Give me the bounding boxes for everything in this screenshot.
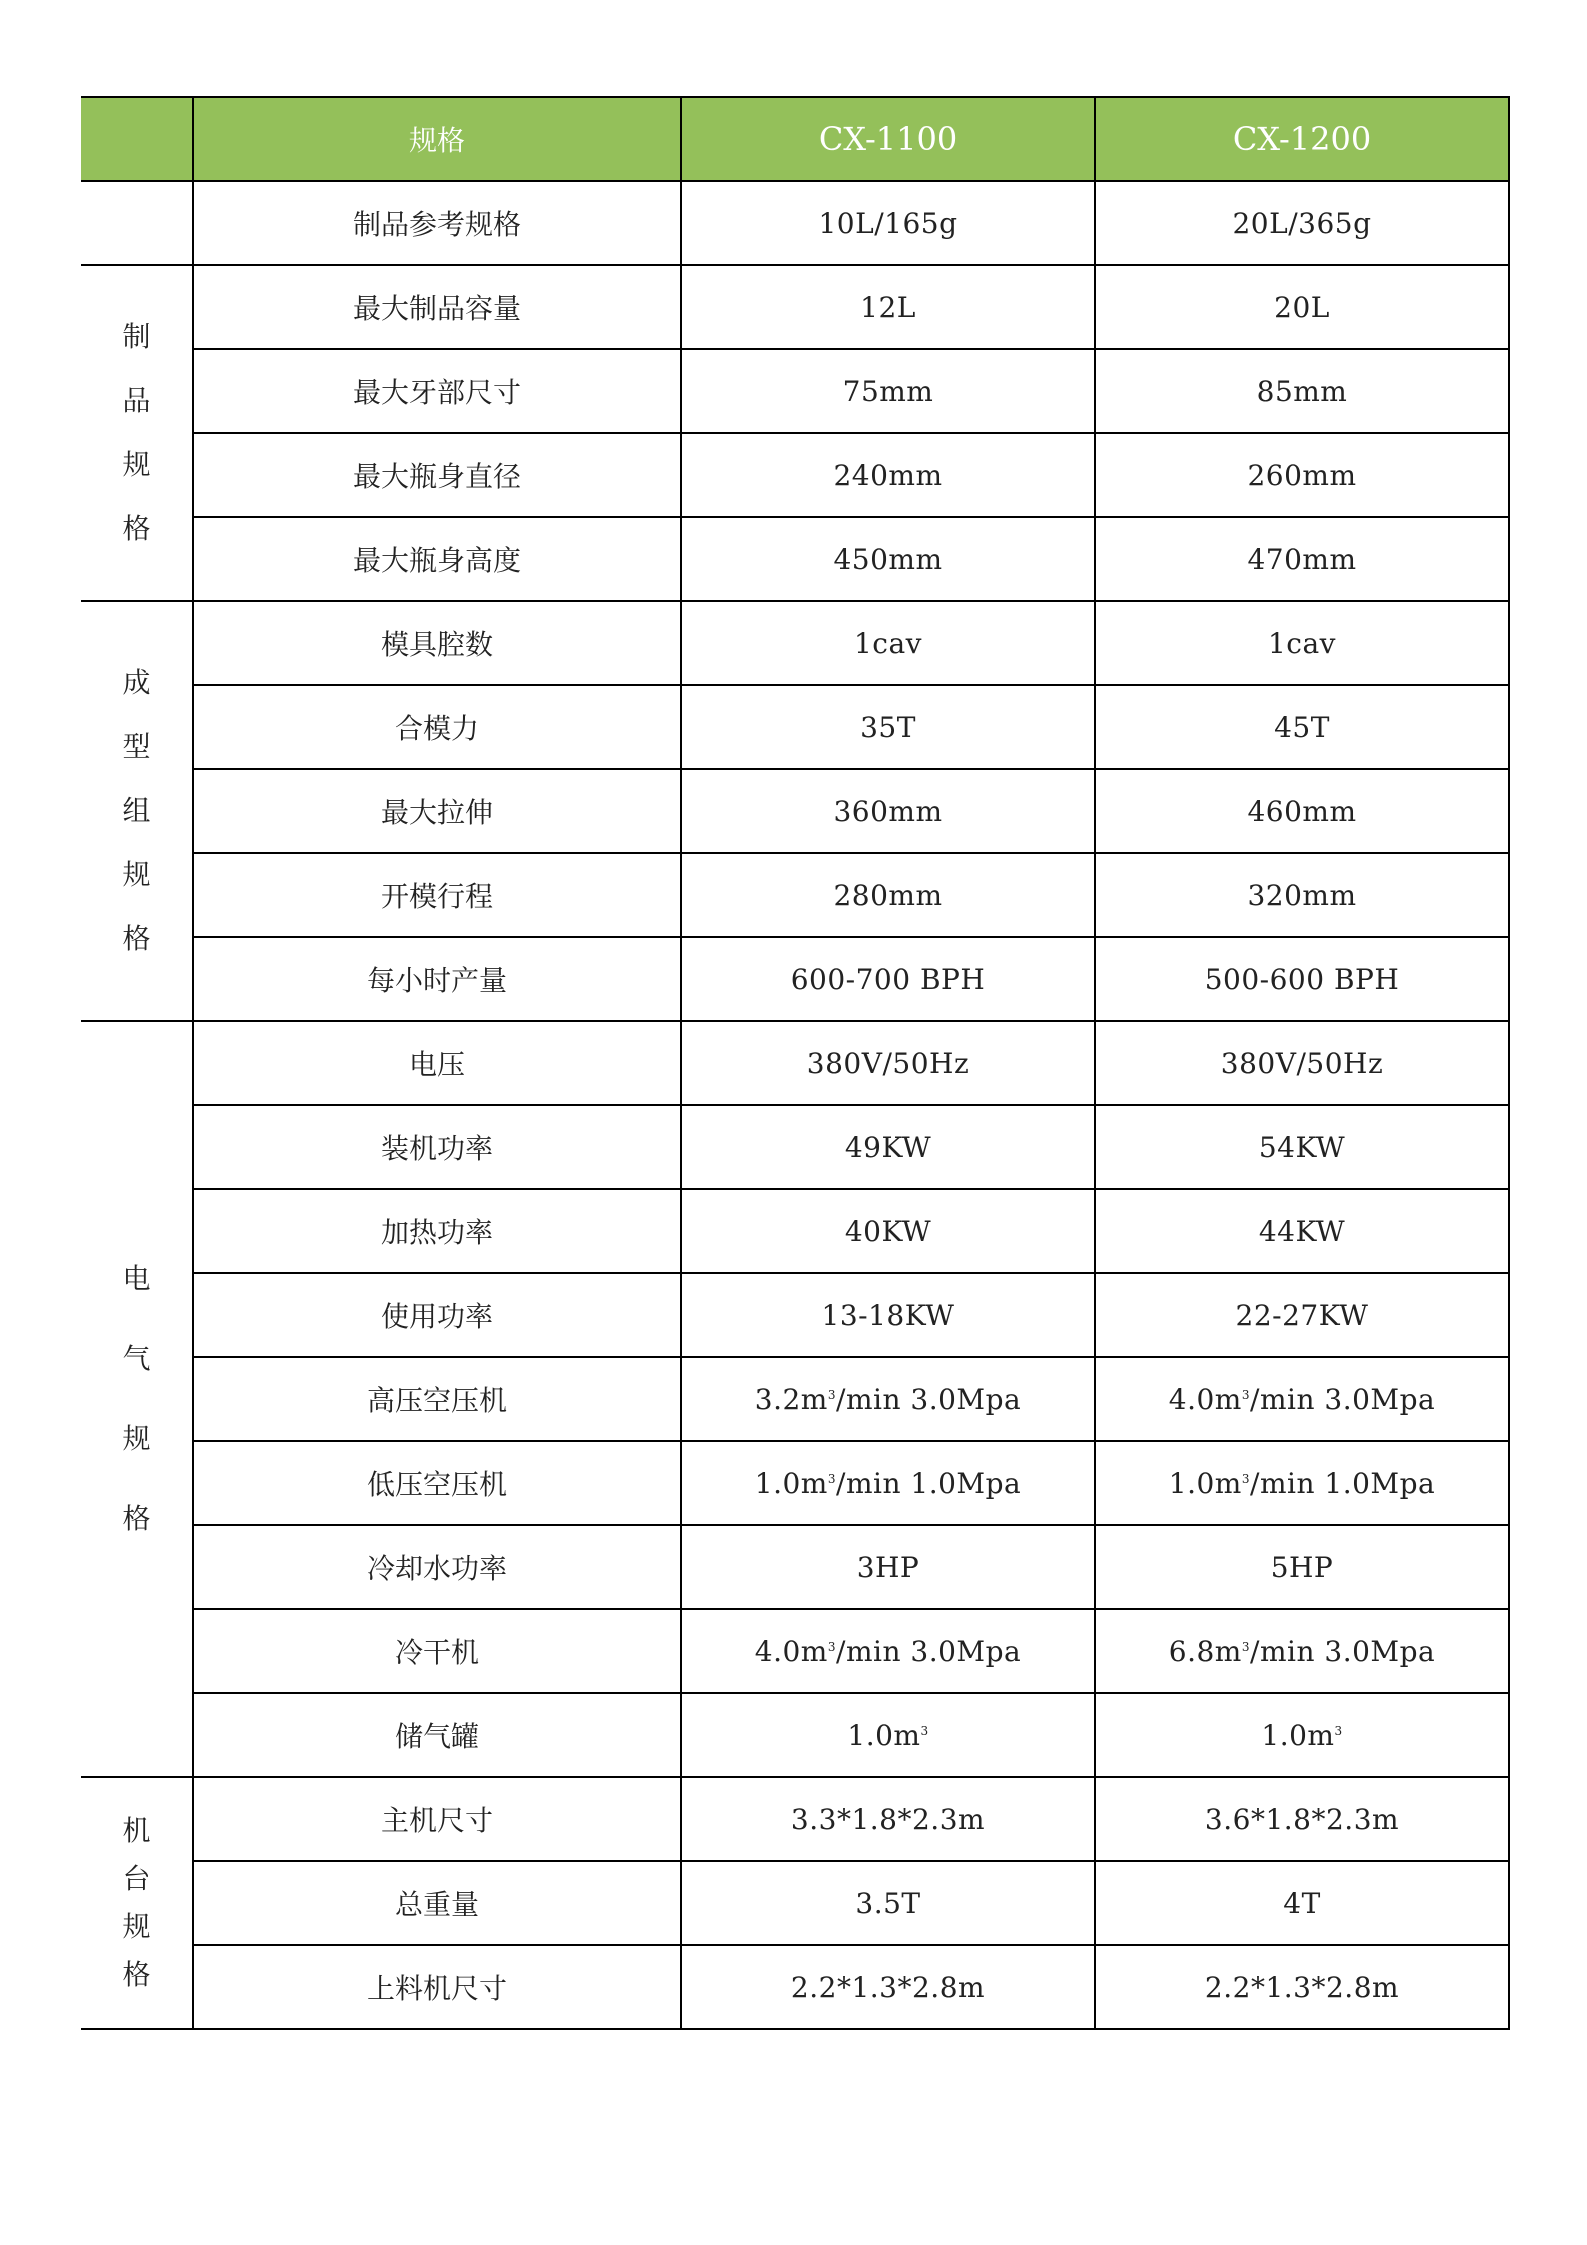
value-a: 1cav — [681, 601, 1095, 685]
value-b: 45T — [1095, 685, 1509, 769]
table-row — [81, 1105, 1509, 1189]
value-b: 3.6*1.8*2.3m — [1095, 1777, 1509, 1861]
table-row — [81, 1945, 1509, 2029]
table-row — [81, 601, 1509, 685]
value-a: 40KW — [681, 1189, 1095, 1273]
group-electric: 电气规格 — [81, 1021, 193, 1777]
table-row — [81, 1189, 1509, 1273]
row-label: 低压空压机 — [193, 1441, 681, 1525]
table-row — [81, 1021, 1509, 1105]
value-a: 360mm — [681, 769, 1095, 853]
value-a: $1.0m^3/\min$ 1.0Mpa — [681, 1441, 1095, 1525]
row-label: 模具腔数 — [193, 601, 681, 685]
row-label: 最大拉伸 — [193, 769, 681, 853]
table-row — [81, 517, 1509, 601]
value-b: 5HP — [1095, 1525, 1509, 1609]
table-row — [81, 853, 1509, 937]
value-b: 1cav — [1095, 601, 1509, 685]
row-label: 制品参考规格 — [193, 181, 681, 265]
row-label: 冷干机 — [193, 1609, 681, 1693]
value-b: 22-27KW — [1095, 1273, 1509, 1357]
header-row — [81, 97, 1509, 181]
value-a: 600-700 BPH — [681, 937, 1095, 1021]
value-b: 20L/365g — [1095, 181, 1509, 265]
table-row — [81, 1861, 1509, 1945]
table-row — [81, 265, 1509, 349]
table-row — [81, 181, 1509, 265]
value-a: $1.0m^3$ — [681, 1693, 1095, 1777]
value-b: 85mm — [1095, 349, 1509, 433]
row-label: 开模行程 — [193, 853, 681, 937]
value-a: $4.0m^3/\min$ 3.0Mpa — [681, 1609, 1095, 1693]
value-a: 12L — [681, 265, 1095, 349]
value-a: 380V/50Hz — [681, 1021, 1095, 1105]
row-label: 每小时产量 — [193, 937, 681, 1021]
value-b: 44KW — [1095, 1189, 1509, 1273]
table-row — [81, 349, 1509, 433]
value-b: 500-600 BPH — [1095, 937, 1509, 1021]
table-row — [81, 1441, 1509, 1525]
row-label: 使用功率 — [193, 1273, 681, 1357]
value-b: $1.0m^3$ — [1095, 1693, 1509, 1777]
value-b: 260mm — [1095, 433, 1509, 517]
header-corner — [81, 97, 193, 181]
value-a: 35T — [681, 685, 1095, 769]
header-model-b: CX-1200 — [1095, 97, 1509, 181]
row-label: 最大瓶身直径 — [193, 433, 681, 517]
value-b: $4.0m^3/\min$ 3.0Mpa — [1095, 1357, 1509, 1441]
row-label: 最大牙部尺寸 — [193, 349, 681, 433]
value-b: 4T — [1095, 1861, 1509, 1945]
value-b: 460mm — [1095, 769, 1509, 853]
value-b: 54KW — [1095, 1105, 1509, 1189]
value-b: 2.2*1.3*2.8m — [1095, 1945, 1509, 2029]
value-a: 280mm — [681, 853, 1095, 937]
table-row — [81, 1777, 1509, 1861]
table-row — [81, 769, 1509, 853]
header-model-a: CX-1100 — [681, 97, 1095, 181]
value-b: $1.0m^3/\min$ 1.0Mpa — [1095, 1441, 1509, 1525]
spec-table — [81, 96, 1510, 2030]
value-a: 3.3*1.8*2.3m — [681, 1777, 1095, 1861]
value-a: 3.5T — [681, 1861, 1095, 1945]
value-b: 20L — [1095, 265, 1509, 349]
value-b: 380V/50Hz — [1095, 1021, 1509, 1105]
group-product: 制品规格 — [81, 265, 193, 601]
row-label: 加热功率 — [193, 1189, 681, 1273]
row-label: 主机尺寸 — [193, 1777, 681, 1861]
table-row — [81, 1525, 1509, 1609]
row-label: 冷却水功率 — [193, 1525, 681, 1609]
value-b: 470mm — [1095, 517, 1509, 601]
value-a: 10L/165g — [681, 181, 1095, 265]
group-blank — [81, 181, 193, 265]
table-row — [81, 685, 1509, 769]
value-a: 2.2*1.3*2.8m — [681, 1945, 1095, 2029]
value-a: 3HP — [681, 1525, 1095, 1609]
group-forming: 成型组规格 — [81, 601, 193, 1021]
value-b: $6.8m^3/\min$ 3.0Mpa — [1095, 1609, 1509, 1693]
row-label: 装机功率 — [193, 1105, 681, 1189]
row-label: 最大制品容量 — [193, 265, 681, 349]
value-a: $3.2m^3/\min$ 3.0Mpa — [681, 1357, 1095, 1441]
table-row — [81, 1609, 1509, 1693]
row-label: 储气罐 — [193, 1693, 681, 1777]
row-label: 电压 — [193, 1021, 681, 1105]
group-machine: 机台规格 — [81, 1777, 193, 2029]
value-a: 49KW — [681, 1105, 1095, 1189]
row-label: 最大瓶身高度 — [193, 517, 681, 601]
header-spec: 规格 — [193, 97, 681, 181]
value-b: 320mm — [1095, 853, 1509, 937]
row-label: 总重量 — [193, 1861, 681, 1945]
value-a: 450mm — [681, 517, 1095, 601]
table-row — [81, 1693, 1509, 1777]
value-a: 75mm — [681, 349, 1095, 433]
row-label: 上料机尺寸 — [193, 1945, 681, 2029]
table-row — [81, 937, 1509, 1021]
row-label: 高压空压机 — [193, 1357, 681, 1441]
row-label: 合模力 — [193, 685, 681, 769]
table-row — [81, 433, 1509, 517]
table-row — [81, 1357, 1509, 1441]
value-a: 13-18KW — [681, 1273, 1095, 1357]
table-row — [81, 1273, 1509, 1357]
value-a: 240mm — [681, 433, 1095, 517]
